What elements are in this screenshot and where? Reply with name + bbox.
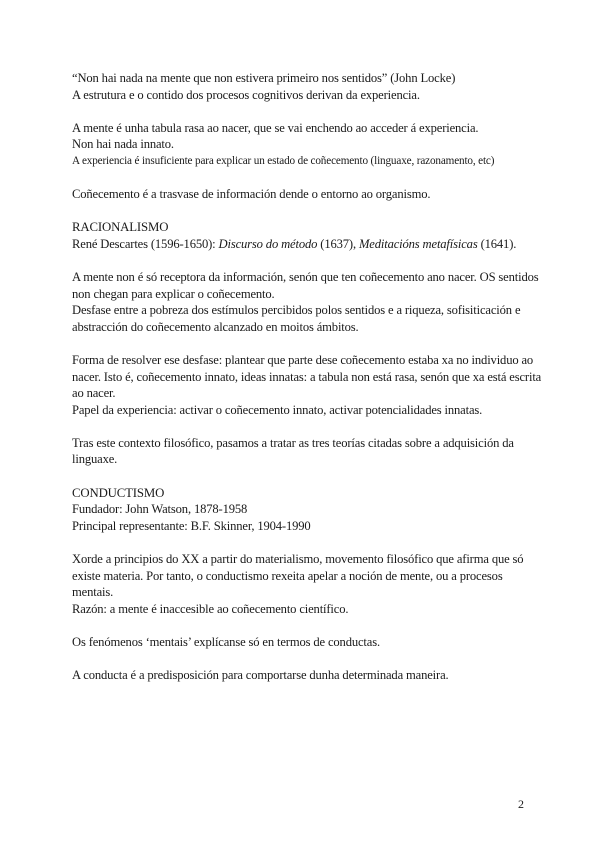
resolve-gap-paragraph: Forma de resolver ese desfase: plantear que parte dese coñecemento estaba xa no individuo ao nacer. Isto é, coñecemento innato, ideas innatas: a tabula non está rasa, senón que xa está escrita ao nacer. — [72, 352, 542, 401]
rationalism-heading: RACIONALISMO — [72, 220, 169, 235]
reason-line: Razón: a mente é inaccesible ao coñecemento científico. — [72, 601, 349, 616]
work-discurso-year: (1637), — [317, 236, 359, 251]
work-meditacions-year: (1641). — [477, 236, 517, 251]
behaviorism-heading: CONDUCTISMO — [72, 485, 165, 500]
document-page — [72, 70, 542, 684]
transition-paragraph: Tras este contexto filosófico, pasamos a tratar as tres teorías citadas sobre a adquisición da linguaxe. — [72, 435, 514, 467]
nothing-innate-line: Non hai nada innato. — [72, 137, 174, 152]
experience-insufficient-paragraph: A experiencia é insuficiente para explicar un estado de coñecemento (linguaxe, razonamento, etc) — [72, 154, 495, 167]
founder-line: Fundador: John Watson, 1878-1958 — [72, 502, 248, 517]
knowledge-definition: Coñecemento é a trasvase de información dende o entorno ao organismo. — [72, 186, 431, 201]
role-of-experience-paragraph: Papel da experiencia: activar o coñecemento innato, activar potencialidades innatas. — [72, 402, 483, 417]
page-number: 2 — [518, 797, 524, 811]
mental-phenomena-line: Os fenómenos ‘mentais’ explícanse só en termos de conductas. — [72, 635, 380, 649]
materialism-paragraph: Xorde a principios do XX a partir do materialismo, movemento filosófico que afirma que só existe materia. Por tanto, o conductismo rexeita apelar a noción de mente, ou a procesos mentais. — [72, 552, 524, 600]
descartes-line — [72, 236, 542, 253]
locke-quote: “Non hai nada na mente que non estivera primeiro nos sentidos” (John Locke) — [72, 71, 456, 85]
intro-line: A estrutura e o contido dos procesos cognitivos derivan da experiencia. — [72, 87, 420, 102]
conduct-definition-line: A conducta é a predisposición para comportarse dunha determinada maneira. — [72, 668, 449, 683]
representative-line: Principal representante: B.F. Skinner, 1904-1990 — [72, 518, 311, 533]
stimulus-gap-paragraph: Desfase entre a pobreza dos estímulos percibidos polos sentidos e a riqueza, sofisiticación e abstracción do coñecemento alcanzado en moitos ámbitos. — [72, 303, 521, 334]
mind-not-only-receptor-paragraph: A mente non é só receptora da información, senón que ten coñecemento ano nacer. OS sentidos non chegan para explicar o coñecemento. — [72, 269, 539, 301]
work-discurso: Discurso do método — [218, 236, 318, 251]
descartes-author: René Descartes (1596-1650): — [72, 236, 219, 251]
work-meditacions: Meditacións metafísicas — [358, 236, 478, 251]
tabula-rasa-paragraph: A mente é unha tabula rasa ao nacer, que se vai enchendo ao acceder á experiencia. — [72, 120, 479, 135]
